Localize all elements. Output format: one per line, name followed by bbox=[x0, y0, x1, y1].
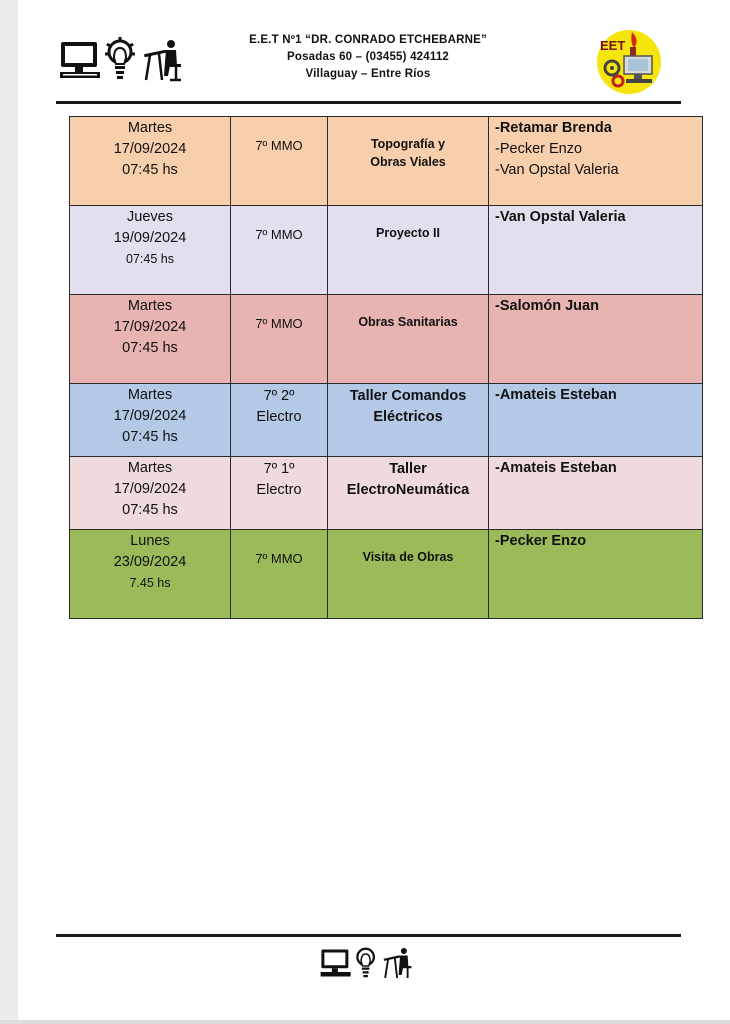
table-row bbox=[70, 457, 703, 530]
subject-cell bbox=[328, 457, 489, 530]
exam-schedule-table bbox=[69, 116, 703, 619]
subject-cell bbox=[328, 384, 489, 457]
teacher-name: -Salomón Juan bbox=[495, 298, 599, 314]
teachers-cell bbox=[489, 117, 703, 206]
day-text: Martes bbox=[127, 460, 173, 476]
time-text: 07:45 hs bbox=[122, 162, 178, 178]
eet-logo-icon bbox=[596, 28, 664, 96]
subject-cell bbox=[328, 206, 489, 295]
date-text: 17/09/2024 bbox=[113, 481, 187, 497]
time-text: 07:45 hs bbox=[122, 502, 178, 518]
day-text: Martes bbox=[127, 298, 173, 314]
time-text: 07:45 hs bbox=[126, 252, 174, 266]
teacher-name: -Pecker Enzo bbox=[495, 533, 587, 549]
time-text: 07:45 hs bbox=[122, 340, 178, 356]
teachers-cell bbox=[489, 457, 703, 530]
course-cell bbox=[231, 530, 328, 619]
subject-text: Eléctricos bbox=[373, 409, 443, 425]
course-text: 7º MMO bbox=[255, 138, 303, 153]
course-text: 7º MMO bbox=[255, 551, 303, 566]
teacher-name: -Van Opstal Valeria bbox=[495, 162, 619, 178]
date-text: 23/09/2024 bbox=[113, 554, 187, 570]
table-row bbox=[70, 206, 703, 295]
day-text: Martes bbox=[127, 387, 173, 403]
course-cell bbox=[231, 384, 328, 457]
day-text: Jueves bbox=[127, 209, 173, 225]
teacher-name: -Pecker Enzo bbox=[495, 141, 583, 157]
date-cell bbox=[70, 117, 231, 206]
table-row bbox=[70, 117, 703, 206]
teacher-name: -Amateis Esteban bbox=[495, 460, 617, 476]
course-cell bbox=[231, 295, 328, 384]
date-cell bbox=[70, 457, 231, 530]
subject-text: Proyecto II bbox=[376, 226, 440, 240]
date-cell bbox=[70, 384, 231, 457]
header-divider bbox=[56, 101, 681, 104]
school-city: Villaguay – Entre Ríos bbox=[305, 68, 431, 80]
subject-text: Obras Sanitarias bbox=[358, 315, 458, 329]
subject-cell bbox=[328, 530, 489, 619]
teachers-cell bbox=[489, 295, 703, 384]
date-cell bbox=[70, 295, 231, 384]
teachers-cell bbox=[489, 206, 703, 295]
subject-text: ElectroNeumática bbox=[346, 482, 470, 498]
day-text: Lunes bbox=[130, 533, 170, 549]
teacher-name: -Amateis Esteban bbox=[495, 387, 617, 403]
school-header bbox=[218, 32, 518, 83]
course-text: 7º MMO bbox=[255, 227, 303, 242]
school-name: E.E.T Nº1 “DR. CONRADO ETCHEBARNE” bbox=[249, 34, 487, 46]
course-text: 7º 1º bbox=[263, 461, 295, 477]
date-text: 17/09/2024 bbox=[113, 319, 187, 335]
course-text: 7º 2º bbox=[263, 388, 295, 404]
document-page bbox=[18, 0, 730, 1020]
course-cell bbox=[231, 206, 328, 295]
date-cell bbox=[70, 530, 231, 619]
subject-text: Obras Viales bbox=[370, 155, 446, 169]
course-text: Electro bbox=[256, 482, 302, 498]
date-cell bbox=[70, 206, 231, 295]
table-row bbox=[70, 384, 703, 457]
computer-icon bbox=[321, 950, 351, 977]
table-row bbox=[70, 530, 703, 619]
date-text: 17/09/2024 bbox=[113, 408, 187, 424]
course-cell bbox=[231, 457, 328, 530]
computer-icon bbox=[60, 42, 100, 78]
subject-cell bbox=[328, 117, 489, 206]
date-text: 17/09/2024 bbox=[113, 141, 187, 157]
teacher-name: -Van Opstal Valeria bbox=[495, 209, 626, 225]
drafter-icon bbox=[144, 40, 181, 80]
date-text: 19/09/2024 bbox=[113, 230, 187, 246]
teacher-name: -Retamar Brenda bbox=[495, 120, 612, 136]
school-emblem-icons bbox=[58, 36, 183, 84]
day-text: Martes bbox=[127, 120, 173, 136]
subject-text: Taller bbox=[389, 461, 427, 477]
footer-divider bbox=[56, 934, 681, 937]
course-text: 7º MMO bbox=[255, 316, 303, 331]
school-address: Posadas 60 – (03455) 424112 bbox=[286, 51, 450, 63]
page-edge bbox=[0, 1020, 730, 1024]
teachers-cell bbox=[489, 384, 703, 457]
time-text: 7.45 hs bbox=[129, 576, 171, 590]
teachers-cell bbox=[489, 530, 703, 619]
gear-lightbulb-icon bbox=[105, 37, 135, 79]
logo-text: EET bbox=[600, 38, 626, 53]
course-text: Electro bbox=[256, 409, 302, 425]
subject-text: Visita de Obras bbox=[362, 550, 454, 564]
drafter-icon bbox=[384, 948, 412, 978]
course-cell bbox=[231, 117, 328, 206]
table-row bbox=[70, 295, 703, 384]
subject-cell bbox=[328, 295, 489, 384]
gear-lightbulb-icon bbox=[357, 949, 374, 978]
time-text: 07:45 hs bbox=[122, 429, 178, 445]
subject-text: Topografía y bbox=[370, 137, 446, 151]
footer-emblem-icons bbox=[316, 945, 416, 981]
subject-text: Taller Comandos bbox=[349, 388, 467, 404]
